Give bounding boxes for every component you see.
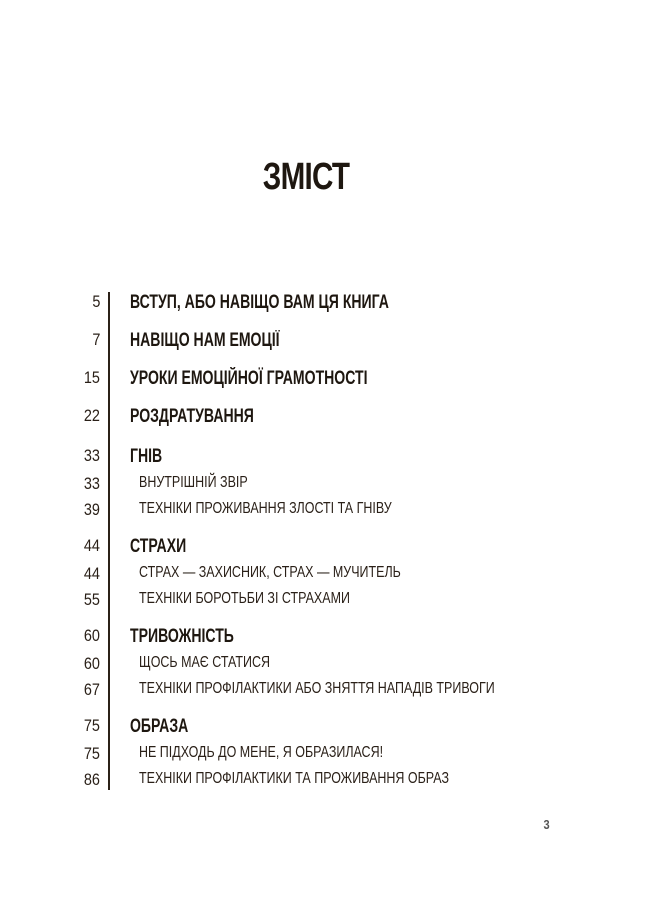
- toc-subsection-entry[interactable]: [0, 590, 650, 614]
- toc-chapter-entry[interactable]: [0, 368, 650, 392]
- toc-chapter-entry[interactable]: [0, 626, 650, 650]
- toc-page-number: 55: [83, 590, 100, 609]
- toc-page-number: 60: [83, 654, 100, 673]
- toc-entry-title: ТЕХНІКИ БОРОТЬБИ ЗІ СТРАХАМИ: [139, 590, 350, 607]
- toc-page-number: 86: [83, 770, 100, 789]
- toc-entry-title: ТЕХНІКИ ПРОФІЛАКТИКИ ТА ПРОЖИВАННЯ ОБРАЗ: [139, 770, 450, 787]
- toc-entry-title: ТРИВОЖНІСТЬ: [130, 626, 234, 647]
- toc-entry-title: НЕ ПІДХОДЬ ДО МЕНЕ, Я ОБРАЗИЛАСЯ!: [139, 744, 384, 761]
- toc-chapter-entry[interactable]: [0, 446, 650, 470]
- toc-chapter-entry[interactable]: [0, 292, 650, 316]
- toc-chapter-entry[interactable]: [0, 406, 650, 430]
- toc-page-number: 33: [83, 474, 100, 493]
- toc-chapter-entry[interactable]: [0, 536, 650, 560]
- page-title: ЗМІСТ: [262, 156, 350, 198]
- toc-entry-title: ТЕХНІКИ ПРОФІЛАКТИКИ АБО ЗНЯТТЯ НАПАДІВ ТРИВОГИ: [139, 680, 495, 697]
- toc-entry-title: СТРАХ — ЗАХИСНИК, СТРАХ — МУЧИТЕЛЬ: [139, 564, 401, 581]
- toc-subsection-entry[interactable]: [0, 770, 650, 794]
- toc-entry-title: ВСТУП, АБО НАВІЩО ВАМ ЦЯ КНИГА: [130, 292, 389, 313]
- toc-entry-title: ОБРАЗА: [130, 716, 189, 737]
- toc-page-number: 39: [83, 500, 100, 519]
- toc-chapter-entry[interactable]: [0, 330, 650, 354]
- toc-entry-title: ВНУТРІШНІЙ ЗВІР: [139, 474, 248, 491]
- page-number: 3: [543, 817, 550, 832]
- toc-subsection-entry[interactable]: [0, 500, 650, 524]
- toc-chapter-entry[interactable]: [0, 716, 650, 740]
- toc-entry-title: ЩОСЬ МАЄ СТАТИСЯ: [139, 654, 271, 671]
- toc-page-number: 33: [83, 446, 100, 465]
- toc-page-number: 44: [83, 536, 100, 555]
- toc-page-number: 7: [91, 330, 100, 349]
- toc-subsection-entry[interactable]: [0, 680, 650, 704]
- toc-entry-title: УРОКИ ЕМОЦІЙНОЇ ГРАМОТНОСТІ: [130, 368, 368, 389]
- toc-entry-title: РОЗДРАТУВАННЯ: [130, 406, 254, 427]
- toc-subsection-entry[interactable]: [0, 474, 650, 498]
- toc-page-number: 75: [83, 744, 100, 763]
- toc-subsection-entry[interactable]: [0, 744, 650, 768]
- toc-page-number: 67: [83, 680, 100, 699]
- toc-page-number: 60: [83, 626, 100, 645]
- toc-entry-title: НАВІЩО НАМ ЕМОЦІЇ: [130, 330, 280, 351]
- toc-page-number: 5: [91, 292, 100, 311]
- toc-page-number: 15: [83, 368, 100, 387]
- toc-page-number: 44: [83, 564, 100, 583]
- toc-subsection-entry[interactable]: [0, 654, 650, 678]
- toc-entry-title: ТЕХНІКИ ПРОЖИВАННЯ ЗЛОСТІ ТА ГНІВУ: [139, 500, 392, 517]
- toc-entry-title: СТРАХИ: [130, 536, 187, 557]
- toc-page-number: 75: [83, 716, 100, 735]
- toc-entry-title: ГНІВ: [130, 446, 163, 467]
- toc-page-number: 22: [83, 406, 100, 425]
- toc-subsection-entry[interactable]: [0, 564, 650, 588]
